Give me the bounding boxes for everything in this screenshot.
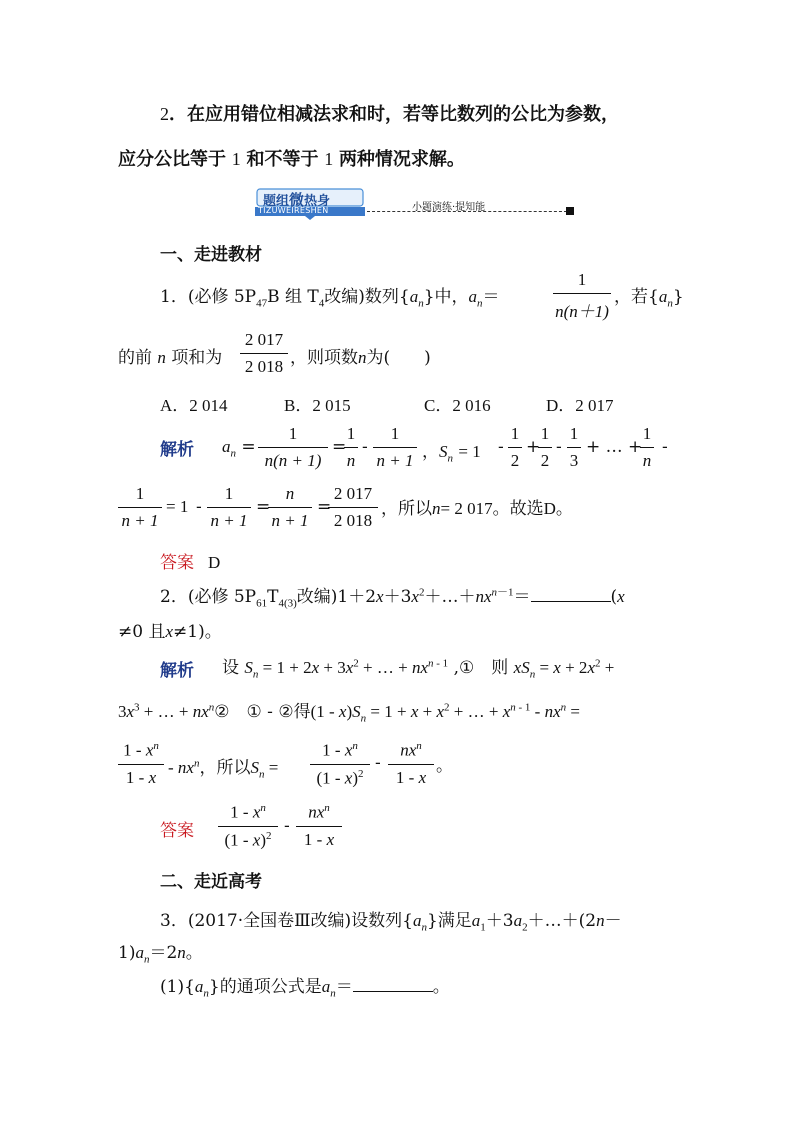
q1-a3-sub: n xyxy=(667,297,673,310)
q1-r2-eq3: = xyxy=(317,497,332,517)
q1-sol-S-sub: n xyxy=(447,452,453,465)
q1-r2-f3-num: n xyxy=(268,484,312,508)
q3-sub-1: $(1)\{a_n\}$的通项公式是$a_n=$ 。 xyxy=(160,977,450,1000)
q3-line2: 1) xyxy=(118,943,136,963)
q1-sol-t-den: 3 xyxy=(569,451,579,470)
q2-line-2: ≠0 且x≠1)。 xyxy=(118,622,222,642)
q1-sol-p1: + xyxy=(526,437,541,457)
q1-ruo: ，若{ xyxy=(614,287,659,307)
intro-text-1: ．在应用错位相减法求和时，若等比数列的公比为参数， xyxy=(169,104,619,125)
section-heading-1: 一、走进教材 xyxy=(160,245,262,265)
q1-sol-Sn xyxy=(422,437,481,464)
intro-text-2b: 和不等于 xyxy=(246,149,319,170)
q1-option-c[interactable]: C．2 016 xyxy=(424,396,491,415)
q1-r2-f4-num: 2 017 xyxy=(328,484,378,508)
banner-pinyin: TIZUWEIRESHEN xyxy=(258,206,329,215)
q1-answer: D xyxy=(208,553,221,572)
q1-line-2b xyxy=(290,343,431,368)
q1-sol-h1-den: 2 xyxy=(510,451,520,470)
q3-lead: 3．(2017·全国卷Ⅲ改编)设数列{ xyxy=(160,911,413,931)
q1-sol-minus: - xyxy=(362,437,368,457)
q2-sub61: 61 xyxy=(256,597,268,610)
q1-sub47: 47 xyxy=(256,297,268,310)
q2-sol-frac-2: $\frac{1 - x^n}{(1 - x)^2}$ xyxy=(310,740,370,788)
intro-line-1 xyxy=(160,100,619,126)
q1-r2-f1-num: 1 xyxy=(118,484,162,508)
q2-sol-she: 设 xyxy=(222,658,239,678)
q1-r2-minus: - xyxy=(196,497,202,517)
q1-line2-d: 为( ) xyxy=(366,348,431,368)
q2-rest2: ＋…＋ xyxy=(424,587,476,607)
intro-number: 2 xyxy=(160,104,169,124)
q1-sol-h1-num: 1 xyxy=(508,424,522,448)
q2-sol-period: 。 xyxy=(436,756,453,776)
q1-close: } xyxy=(672,287,684,307)
q1-r2-f2-den: n + 1 xyxy=(210,511,248,530)
q1-sol-t-num: 1 xyxy=(567,424,581,448)
banner-title-b: 微 xyxy=(289,191,305,209)
q3-sub1d: 。 xyxy=(432,977,450,997)
q2-sol-frac-1: $\frac{1 - x^n}{1 - x}$ xyxy=(118,740,164,788)
q3-sub1c: ＝ xyxy=(335,977,353,997)
banner-title-a: 题组 xyxy=(263,194,290,209)
banner-dashed-line xyxy=(367,211,567,212)
q1-r2-frac-2 xyxy=(207,484,251,531)
q1-sol-m3: - xyxy=(662,437,668,457)
q1-line-1 xyxy=(160,282,500,309)
q1-line-1-end xyxy=(614,282,684,309)
q1-r2-val: = 2 017。故选 xyxy=(440,499,544,518)
q1-sol-frac-3 xyxy=(373,424,417,471)
q1-eq: ＝ xyxy=(482,287,500,307)
q1-r2-f3-den: n + 1 xyxy=(271,511,309,530)
q1-a3: a xyxy=(658,287,668,306)
q1-sol-frac-2 xyxy=(344,424,358,471)
q1-a2: a xyxy=(468,287,478,306)
q1-lead: 1．(必修 5P xyxy=(160,287,257,307)
q2-line2: ≠0 且 xyxy=(118,622,166,642)
q2-line-1: 2．(必修 $5P_{61}T_{4(3)}$改编)$1+2x+3x^2+\dots+nx^{n-1}= (x$ xyxy=(160,586,625,610)
q2-answer-minus: - xyxy=(284,816,290,836)
q1-sol-comma: ， xyxy=(422,442,439,462)
q1-frac-den: n(n＋1) xyxy=(555,302,609,321)
q1-sol-f2-den: n xyxy=(346,451,356,470)
q1-sol-frac-third xyxy=(567,424,581,471)
q2-sol-mark2: ② xyxy=(214,702,230,722)
q1-mid: B 组 T xyxy=(267,287,319,307)
q1-frac-num: 1 xyxy=(553,270,611,294)
q2-answer-frac-2: $nx^n$ 1 - x xyxy=(296,802,342,850)
q2-rest3: ＝ xyxy=(513,587,531,607)
q1-sol-S: S xyxy=(439,442,448,461)
q1-r2-n: n xyxy=(432,499,441,518)
q2-sol-minus: - xyxy=(375,753,381,773)
q1-r2-frac-1 xyxy=(118,484,162,531)
q1-r2-eq1: = 1 xyxy=(166,497,189,516)
q1-sol-f1-den: n(n + 1) xyxy=(264,451,322,470)
q2-answer-frac-1: $\frac{1 - x^n}{(1 - x)^2}$ xyxy=(218,802,278,850)
q3-line2b: ＝2 xyxy=(149,943,178,963)
q2-sub43: 4(3) xyxy=(278,597,297,610)
intro-line-2 xyxy=(118,145,465,171)
q1-r2-D: D。 xyxy=(543,499,573,518)
q1-sol-m1: - xyxy=(498,437,504,457)
q2-sol-row-1: 设 $S_n = 1 + 2x + 3x^2$ + … + $nx^n$ $^{- 1}$ ,① 则 $xS_n = x + 2x^2$ + xyxy=(222,657,615,681)
q1-sol-f2-num: 1 xyxy=(344,424,358,448)
q1-sol-h2-num: 1 xyxy=(538,424,552,448)
q2-rest: ＋3 xyxy=(383,587,412,607)
q1-sol-dots: + … + xyxy=(586,437,643,457)
q3-tail3: － xyxy=(604,911,622,931)
q1-sol-f1-num: 1 xyxy=(258,424,328,448)
q2-jiexi-label: 解析 xyxy=(160,661,194,681)
banner-subtitle: 小题演练·提知能 xyxy=(412,202,486,213)
q3-blank[interactable] xyxy=(353,977,433,992)
q1-answer-row xyxy=(160,548,220,573)
q1-sum-den: 2 018 xyxy=(244,357,284,376)
q1-sol-m2: - xyxy=(556,437,562,457)
q1-r2-frac-4 xyxy=(328,484,378,531)
q3-line-1: 3．(2017·全国卷Ⅲ改编)设数列$\{a_n\}$满足$a_1+3a_2+\dots+(2n-$ xyxy=(160,911,622,934)
q3-tail: ＋3 xyxy=(485,911,514,931)
q1-sol-eq1: = 1 xyxy=(458,442,481,461)
q1-r2-frac-3 xyxy=(268,484,312,531)
q2-sol-frac-3: $nx^n$ 1 - x xyxy=(388,740,434,788)
q1-jiexi-label: 解析 xyxy=(160,440,194,460)
q2-paren: ( xyxy=(610,587,618,607)
q1-sol-frac-1 xyxy=(258,424,328,471)
q2-sol-ze: 则 xyxy=(491,658,509,678)
q1-r2-f2-num: 1 xyxy=(207,484,251,508)
q2-sol-row-2: $3x^3$ + … + $nx^n②$ ① - ②得$(1 - x)S_n = 1 + x + x^2$ + … + $x^n$ $^{- 1} - nx^n$ = xyxy=(118,701,580,725)
q3-line2c: 。 xyxy=(185,943,203,963)
q1-line2-b: 项和为 xyxy=(171,348,223,368)
q1-zhong: }中， xyxy=(423,287,469,307)
q2-sol-so: ，所以 xyxy=(199,758,251,778)
q3-tail2: ＋…＋(2 xyxy=(527,911,597,931)
q1-line2-a: 的前 xyxy=(118,348,152,368)
q1-a-sub: n xyxy=(418,297,424,310)
q2-sol-step: ① - ②得 xyxy=(246,702,311,722)
q1-sum-num: 2 017 xyxy=(240,330,288,354)
q1-option-b[interactable]: B．2 015 xyxy=(284,396,351,415)
q1-sol-f3-num: 1 xyxy=(373,424,417,448)
q3-mid: }满足 xyxy=(426,911,472,931)
q1-option-d[interactable]: D．2 017 xyxy=(546,396,614,415)
q1-daan-label: 答案 xyxy=(160,553,194,573)
q2-line2b: ≠1)。 xyxy=(173,622,222,642)
q1-sum-fraction xyxy=(240,330,288,377)
q1-a2-sub: n xyxy=(477,297,483,310)
intro-text-2c: 两种情况求解。 xyxy=(338,149,465,170)
q1-sol-an: $a_n$ = xyxy=(222,437,256,460)
q1-line2-n2: n xyxy=(358,348,367,367)
section-banner xyxy=(255,187,365,221)
q1-r2-f4-den: 2 018 xyxy=(333,511,373,530)
q1-sol-f3-den: n + 1 xyxy=(376,451,414,470)
q1-sol-last-den: n xyxy=(642,451,652,470)
q2-lead: 2．(必修 5P xyxy=(160,587,257,607)
banner-title-c: 热身 xyxy=(304,194,331,209)
q3-line-2: $1)a_n=2n$。 xyxy=(118,943,203,966)
q2-sol-row-3a: - $nx^n$，所以$S_n$ = xyxy=(168,757,279,781)
q1-sol-h2-den: 2 xyxy=(540,451,550,470)
q1-line-2a xyxy=(118,343,222,368)
section-heading-2: 二、走近高考 xyxy=(160,872,262,892)
q1-line2-c: ，则项数 xyxy=(290,348,358,368)
intro-one-1: 1 xyxy=(231,149,241,169)
q1-sol-frac-last xyxy=(640,424,654,471)
q2-sol-mark1: ① xyxy=(459,658,475,678)
q1-tail: 改编)数列{ xyxy=(324,287,410,307)
q1-r2-conclusion xyxy=(381,494,573,519)
banner-square-icon xyxy=(566,207,574,215)
q2-tail: 改编)1＋2 xyxy=(296,587,377,607)
q2-T: T xyxy=(267,587,279,607)
q1-option-a[interactable]: A．2 014 xyxy=(160,396,228,415)
q1-r2-f1-den: n + 1 xyxy=(121,511,159,530)
q2-daan-label: 答案 xyxy=(160,821,194,841)
q1-sol-frac-half1 xyxy=(508,424,522,471)
q1-an-fraction xyxy=(553,270,611,322)
intro-one-2: 1 xyxy=(324,149,334,169)
intro-text-2a: 应分公比等于 xyxy=(118,149,226,170)
q2-blank[interactable] xyxy=(531,587,611,602)
q1-line2-n: n xyxy=(157,348,166,367)
q1-sol-sub: n xyxy=(230,447,236,460)
q1-sol-frac-half2 xyxy=(538,424,552,471)
q1-a: a xyxy=(409,287,419,306)
q1-r2-so: ，所以 xyxy=(381,499,432,519)
q1-sol-last-num: 1 xyxy=(640,424,654,448)
q3-sub1b: }的通项公式是 xyxy=(208,977,322,997)
q3-sub1: (1){ xyxy=(160,977,195,997)
q1-r2-eq2: = xyxy=(256,497,271,517)
q1-sub4: 4 xyxy=(318,297,325,310)
q1-sol-eq: = xyxy=(332,437,347,457)
